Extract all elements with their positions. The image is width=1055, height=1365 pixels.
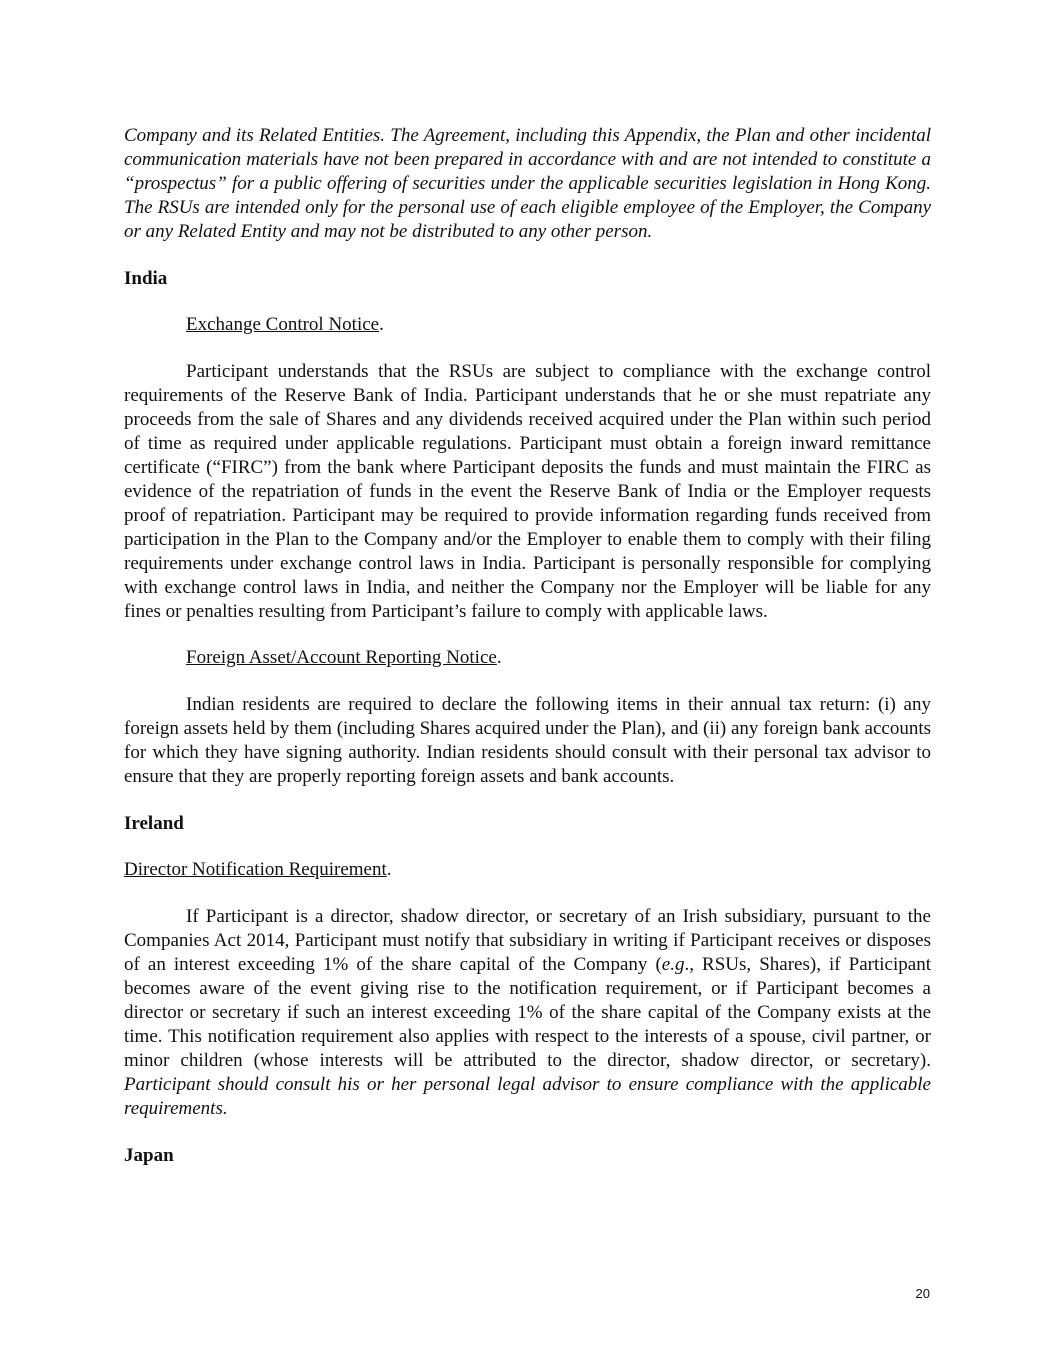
director-body-part-1: If Participant is a director, shadow director, or secretary of an Irish subsidiary, pursuant to the Companies Act 2014, Participant must notify that subsidiary in writing if Participant receives or disposes of an interest exceeding 1% of the share capital of the Company ( <box>124 906 931 975</box>
director-notification-title: Director Notification Requirement. <box>124 859 392 880</box>
foreign-asset-title: Foreign Asset/Account Reporting Notice. <box>186 647 502 668</box>
document-page <box>124 124 931 1168</box>
exchange-control-title-text: Exchange Control Notice <box>186 314 380 335</box>
section-heading-india: India <box>124 268 168 289</box>
foreign-asset-title-text: Foreign Asset/Account Reporting Notice <box>186 647 497 668</box>
director-notification-title-text: Director Notification Requirement <box>124 859 387 880</box>
page-number: 20 <box>915 1286 930 1301</box>
director-body-part-2: ., RSUs, Shares), if Participant becomes aware of the event giving rise to the notification requirement, or if Participant becomes a director or secretary if such an interest exceeding 1% of the share capital of the Company exists at the time. This notification requirement also applies with respect to the interests of a spouse, civil partner, or minor children (whose interests will be attributed to the director, shadow director, or secretary). <box>124 954 931 1071</box>
director-body-italic: Participant should consult his or her personal legal advisor to ensure compliance with the applicable requirements. <box>124 1074 931 1119</box>
foreign-asset-paragraph: Indian residents are required to declare the following items in their annual tax return: (i) any foreign assets held by them (including Shares acquired under the Plan), and (ii) any foreign bank accounts for which they have signing authority. Indian residents should consult with their personal tax advisor to ensure that they are properly reporting foreign assets and bank accounts. <box>124 694 931 787</box>
director-notification-paragraph <box>124 905 931 1121</box>
director-body-eg: e.g <box>661 954 685 975</box>
hong-kong-paragraph: Company and its Related Entities. The Agreement, including this Appendix, the Plan and other incidental communication materials have not been prepared in accordance with and are not intended to constitute a “prospectus” for a public offering of securities under the applicable securities legislation in Hong Kong. The RSUs are intended only for the personal use of each eligible employee of the Employer, the Company or any Related Entity and may not be distributed to any other person. <box>124 125 931 242</box>
section-heading-japan: Japan <box>124 1145 174 1166</box>
section-heading-ireland: Ireland <box>124 813 184 834</box>
exchange-control-title: Exchange Control Notice. <box>186 314 384 335</box>
exchange-control-paragraph: Participant understands that the RSUs are subject to compliance with the exchange control requirements of the Reserve Bank of India. Participant understands that he or she must repatriate any proceeds from the sale of Shares and any dividends received acquired under the Plan within such period of time as required under applicable regulations. Participant must obtain a foreign inward remittance certificate (“FIRC”) from the bank where Participant deposits the funds and must maintain the FIRC as evidence of the repatriation of funds in the event the Reserve Bank of India or the Employer requests proof of repatriation. Participant may be required to provide information regarding funds received from participation in the Plan to the Company and/or the Employer to enable them to comply with their filing requirements under exchange control laws in India. Participant is personally responsible for complying with exchange control laws in India, and neither the Company nor the Employer will be liable for any fines or penalties resulting from Participant’s failure to comply with applicable laws. <box>124 361 931 622</box>
